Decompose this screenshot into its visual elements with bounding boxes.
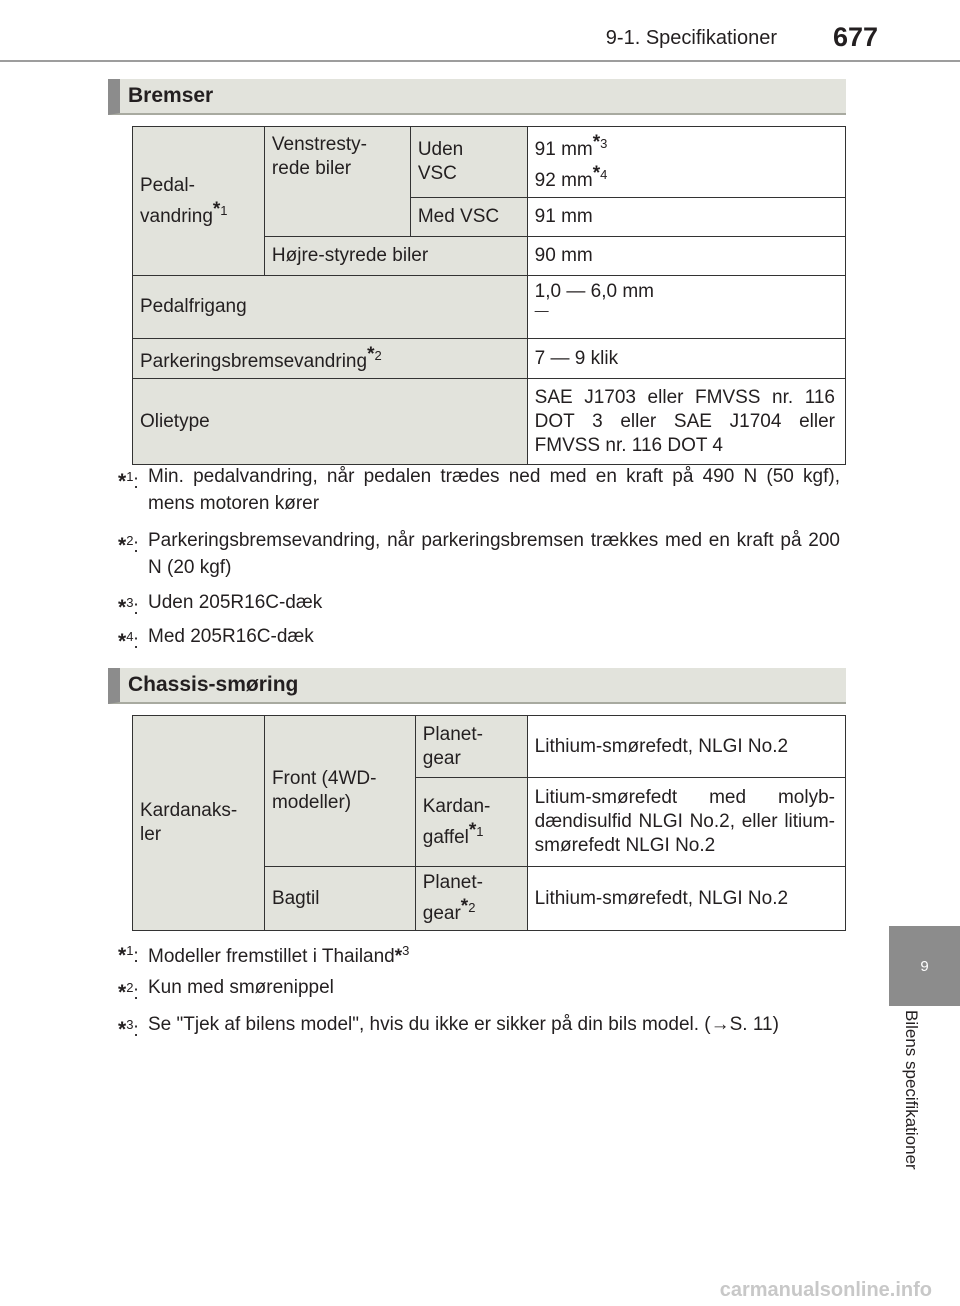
free-play-value-cell [527, 276, 845, 339]
without-vsc-label: Uden VSC [417, 139, 464, 184]
planet-gear-label: Planet- gear [415, 716, 527, 778]
free-play-label: Pedalfrigang [133, 276, 528, 339]
watermark: carmanualsonline.info [719, 1279, 932, 1301]
chapter-number: 9 [920, 957, 929, 975]
brake-footnote: *$^4$: Med 205R16C-dæk [118, 623, 840, 656]
without-vsc-value-2: 92 mm [534, 170, 593, 191]
brake-footnote: *$^3$: Uden 205R16C-dæk [118, 589, 840, 622]
section-title: 9-1. Specifikationer [605, 27, 777, 49]
footnote-mark: *1 [212, 198, 228, 220]
footnote-mark: *$^4$: [118, 629, 139, 653]
footnote-mark: *3 [592, 132, 608, 153]
chassis-table [132, 715, 846, 931]
with-vsc-label: Med VSC [410, 198, 527, 237]
footnote-mark: *$^3$: [118, 595, 139, 619]
page-number: 677 [832, 22, 878, 52]
planet-gear-value: Lithium-smørefedt, NLGI No.2 [527, 716, 845, 778]
footnote-mark: *$^1$: [118, 469, 139, 493]
lhd-label: Venstresty- rede biler [271, 134, 367, 179]
front-label: Front (4WD- modeller) [264, 716, 415, 867]
header-rule [0, 60, 960, 62]
chapter-label: Bilens specifikationer [902, 1010, 921, 1170]
footnote-mark: *$^1$: [118, 943, 139, 967]
yoke-cell [415, 778, 527, 867]
pedal-travel-cell [133, 127, 265, 276]
oil-type-value: SAE J1703 eller FMVSS nr. 116 DOT 3 eller SAE J1704 eller FMVSS nr. 116 DOT 4 [527, 379, 845, 465]
propshaft-label: Kardanaks- ler [133, 716, 265, 931]
with-vsc-value: 91 mm [527, 198, 845, 237]
footnote-mark: *4 [592, 163, 608, 184]
rhd-value: 90 mm [527, 237, 845, 276]
chassis-footnote[interactable]: *$^3$: Se "Tjek af bilens model", hvis du ikke er sikker på din bils model. (→S. 11) [118, 1011, 840, 1044]
lhd-cell [264, 127, 410, 237]
free-play-extra: — [534, 302, 549, 318]
chassis-heading: Chassis-smøring [108, 668, 846, 704]
rear-planet-cell [415, 867, 527, 931]
footnote-mark: *$^2$: [118, 980, 139, 1004]
yoke-value: Litium-smørefedt med molyb-dændisulfid NLGI No.2, eller litium-smørefedt NLGI No.2 [527, 778, 845, 867]
footnote-mark: *$^2$: [118, 533, 139, 557]
footnote-mark: *$^3$: [118, 1017, 139, 1041]
chapter-tab[interactable] [889, 926, 960, 1006]
yoke-label: Kardan- gaffel [422, 795, 491, 848]
rear-label: Bagtil [264, 867, 415, 931]
oil-type-label: Olietype [133, 379, 528, 465]
rhd-label: Højre-styrede biler [264, 237, 527, 276]
footnote-mark: *2 [367, 344, 382, 365]
brakes-table [132, 126, 846, 465]
rear-planet-label: Planet- gear [422, 872, 483, 924]
without-vsc-value-cell [527, 127, 845, 198]
footnote-mark: *1 [468, 819, 484, 841]
brake-footnote: *$^1$: Min. pedalvandring, når pedalen trædes ned med en kraft på 490 N (50 kgf), mens motoren kører [118, 463, 840, 517]
brake-footnote: *$^2$: Parkeringsbremsevandring, når parkeringsbremsen trækkes med en kraft på 200 N (20 kgf) [118, 527, 840, 581]
chassis-footnote: *$^1$: Modeller fremstillet i Thailand*$^3$ [118, 937, 840, 970]
parking-travel-label: Parkeringsbremsevandring [140, 351, 368, 372]
parking-travel-cell [133, 339, 528, 379]
chassis-footnote: *$^2$: Kun med smørenippel [118, 974, 840, 1007]
pedal-travel-label: Pedal- vandring [140, 174, 213, 227]
footnote-mark: *2 [460, 896, 476, 917]
parking-travel-value: 7 — 9 klik [527, 339, 845, 379]
without-vsc-cell [410, 127, 527, 198]
without-vsc-value-1: 91 mm [534, 139, 593, 160]
free-play-value: 1,0 — 6,0 mm [534, 281, 654, 302]
rear-planet-value: Lithium-smørefedt, NLGI No.2 [527, 867, 845, 931]
brakes-heading: Bremser [108, 79, 846, 115]
